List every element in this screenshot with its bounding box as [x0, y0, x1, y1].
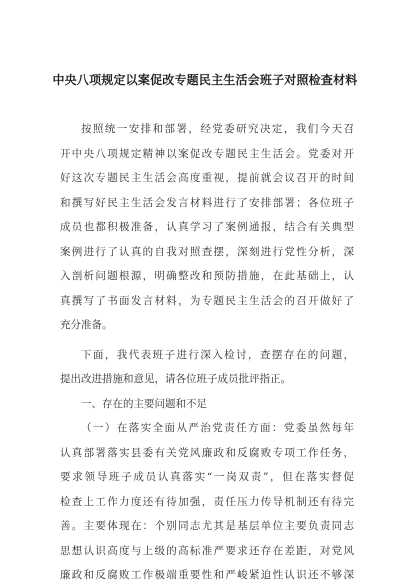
paragraph-line: （一）在落实全面从严治党责任方面：党委虽然每年: [81, 422, 354, 434]
paragraph-line: 入剖析问题根源，明确整改和预防措施，在此基础上，认: [60, 270, 354, 282]
paragraph-line: 善。主要体现在：个别同志尤其是基层单位主要负责同志: [60, 520, 354, 532]
paragraph-line: 成员也都积极准备，认真学习了案例通报，结合有关典型: [60, 221, 354, 233]
paragraph-line: 检查上工作力度还有待加强，责任压力传导机制还有待完: [60, 495, 354, 508]
paragraph-line: 思想认识高度与上级的高标准严要求还存在差距，对党风: [60, 544, 354, 557]
document-body: [60, 117, 354, 588]
paragraph-line: 廉政和反腐败工作极端重要性和严峻紧迫性认识还不够深: [60, 569, 354, 581]
document-title: 中央八项规定以案促改专题民主生活会班子对照检查材料: [52, 73, 358, 87]
paragraph-line: 开中央八项规定精神以案促改专题民主生活会。党委对开: [60, 147, 354, 160]
paragraph-line: 要求领导班子成员认真落实“一岗双责”，但在落实督促: [60, 471, 354, 483]
paragraph-line: 和撰写好民主生活会发言材料进行了安排部署；各位班子: [60, 196, 354, 209]
paragraph-line: 下面，我代表班子进行深入检讨，查摆存在的问题，: [81, 348, 354, 361]
paragraph-line: 提出改进措施和意见，请各位班子成员批评指正。: [60, 373, 291, 385]
paragraph-line: 真撰写了书面发言材料，为专题民主生活会的召开做好了: [60, 294, 354, 307]
section-heading: 一、存在的主要问题和不足: [81, 397, 207, 410]
paragraph-line: 按照统一安排和部署，经党委研究决定，我们今天召: [81, 123, 354, 135]
paragraph-line: 认真部署落实县委有关党风廉政和反腐败专项工作任务，: [60, 446, 354, 459]
paragraph-line: 充分准备。: [60, 319, 113, 331]
paragraph-line: 案例进行了认真的自我对照查摆，深刻进行党性分析，深: [60, 245, 354, 258]
paragraph-line: 好这次专题民主生活会高度重视，提前就会议召开的时间: [60, 172, 354, 184]
